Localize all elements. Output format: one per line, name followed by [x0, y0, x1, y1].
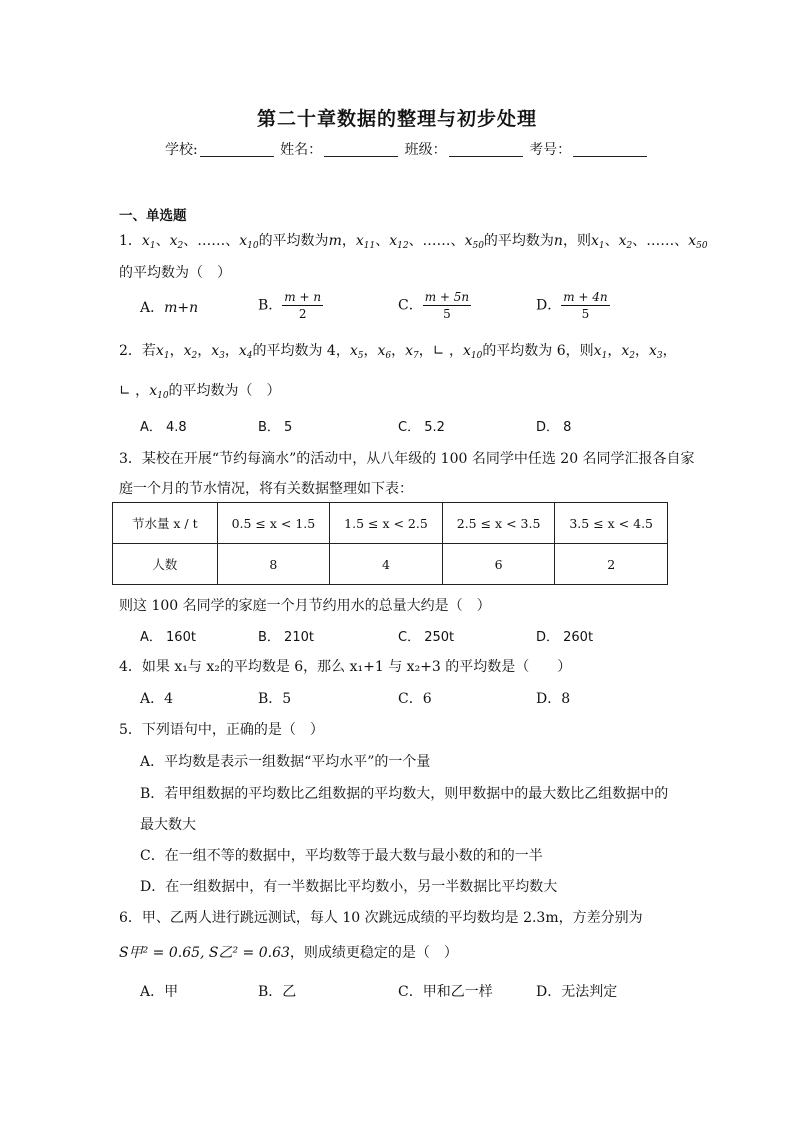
q4-option-d[interactable]: D．8: [536, 691, 571, 707]
q3-option-a[interactable]: A． 160t: [140, 630, 196, 645]
student-info-line: [165, 139, 649, 159]
table-cell: 节水量 x / t: [113, 503, 218, 544]
question-6-line-2: S甲² = 0.65, S乙² = 0.63，则成绩更稳定的是（ ）: [119, 945, 458, 961]
school-label: 学校:: [165, 142, 198, 158]
class-label: 班级：: [404, 142, 447, 158]
class-blank[interactable]: [449, 142, 523, 157]
question-1-line-2: 的平均数为（ ）: [119, 265, 231, 281]
table-cell: 1.5 ≤ x < 2.5: [330, 503, 443, 544]
q6-option-b[interactable]: B．乙: [258, 984, 297, 1000]
q5-option-b[interactable]: B．若甲组数据的平均数比乙组数据的平均数大，则甲数据中的最大数比乙组数据中的: [140, 786, 669, 802]
q2-option-d[interactable]: D． 8: [536, 420, 572, 435]
q1-option-c[interactable]: C． $\frac{m + 5n}{5}$: [398, 290, 470, 321]
table-row: [113, 503, 668, 544]
q2-option-a[interactable]: A． 4.8: [140, 420, 187, 435]
q3-option-c[interactable]: C． 250t: [398, 630, 455, 645]
table-cell: 6: [442, 544, 555, 585]
page-title: 第二十章数据的整理与初步处理: [256, 108, 537, 130]
table-cell: 2.5 ≤ x < 3.5: [442, 503, 555, 544]
name-blank[interactable]: [324, 142, 398, 157]
section-heading: 一、单选题: [119, 208, 187, 224]
question-3-line-2: 庭一个月的节水情况，将有关数据整理如下表：: [119, 481, 413, 497]
school-blank[interactable]: [200, 142, 274, 157]
table-cell: 人数: [113, 544, 218, 585]
question-6-line-1: 6．甲、乙两人进行跳远测试，每人 10 次跳远成绩的平均数均是 2.3m，方差分别为: [119, 910, 643, 926]
variance-expression: S甲² = 0.65, S乙² = 0.63: [119, 945, 290, 961]
question-2-line-1: 2．若$x_1$，$x_2$，$x_3$，$x_4$的平均数为 4，$x_5$，$x_6$，$x_7$，∟ ，$x_{10}$的平均数为 6，则$x_1$，$x_2$，$x_3$，: [119, 343, 677, 361]
table-cell: 2: [555, 544, 668, 585]
question-3-line-1: 3．某校在开展“节约每滴水”的活动中，从八年级的 100 名同学中任选 20 名同学汇报各自家: [119, 451, 695, 467]
number-label: 考号：: [529, 142, 572, 158]
q3-option-b[interactable]: B． 210t: [258, 630, 314, 645]
table-row: [113, 544, 668, 585]
question-2-line-2: ∟ ，$x_{10}$的平均数为（ ）: [119, 383, 281, 401]
q2-option-b[interactable]: B． 5: [258, 420, 293, 435]
water-saving-table: [112, 502, 668, 585]
q6-option-d[interactable]: D．无法判定: [536, 984, 618, 1000]
q5-option-d[interactable]: D．在一组数据中，有一半数据比平均数小，另一半数据比平均数大: [140, 879, 558, 895]
q1-option-a[interactable]: A．m+n: [140, 300, 199, 316]
table-cell: 4: [330, 544, 443, 585]
q6-option-a[interactable]: A．甲: [140, 984, 179, 1000]
q3-option-d[interactable]: D． 260t: [536, 630, 594, 645]
q5-option-a[interactable]: A．平均数是表示一组数据“平均水平”的一个量: [140, 754, 431, 770]
table-cell: 8: [217, 544, 330, 585]
q6-option-c[interactable]: C．甲和乙一样: [398, 984, 493, 1000]
table-cell: 0.5 ≤ x < 1.5: [217, 503, 330, 544]
q4-option-c[interactable]: C．6: [398, 691, 432, 707]
table-cell: 3.5 ≤ x < 4.5: [555, 503, 668, 544]
question-1-line-1: 1．$x_1$、$x_2$、……、$x_{10}$的平均数为m，$x_{11}$、$x_{12}$、……、$x_{50}$的平均数为n，则$x_1$、$x_2$、……、$x_{50}$: [119, 233, 708, 251]
q1-option-b[interactable]: B． $\frac{m + n}{2}$: [258, 290, 322, 321]
q5-option-c[interactable]: C．在一组不等的数据中，平均数等于最大数与最小数的和的一半: [140, 848, 543, 864]
q5-option-b-cont: 最大数大: [140, 817, 196, 833]
name-label: 姓名：: [280, 142, 323, 158]
q1-option-d[interactable]: D． $\frac{m + 4n}{5}$: [536, 290, 608, 321]
question-3-line-3: 则这 100 名同学的家庭一个月节约用水的总量大约是（ ）: [119, 598, 491, 614]
q4-option-b[interactable]: B．5: [258, 691, 292, 707]
number-blank[interactable]: [573, 142, 647, 157]
q2-option-c[interactable]: C． 5.2: [398, 420, 445, 435]
question-5-line-1: 5．下列语句中，正确的是（ ）: [119, 722, 324, 738]
question-4-line-1: 4．如果 x₁与 x₂的平均数是 6，那么 x₁+1 与 x₂+3 的平均数是（ ）: [119, 659, 572, 675]
q4-option-a[interactable]: A．4: [140, 691, 174, 707]
